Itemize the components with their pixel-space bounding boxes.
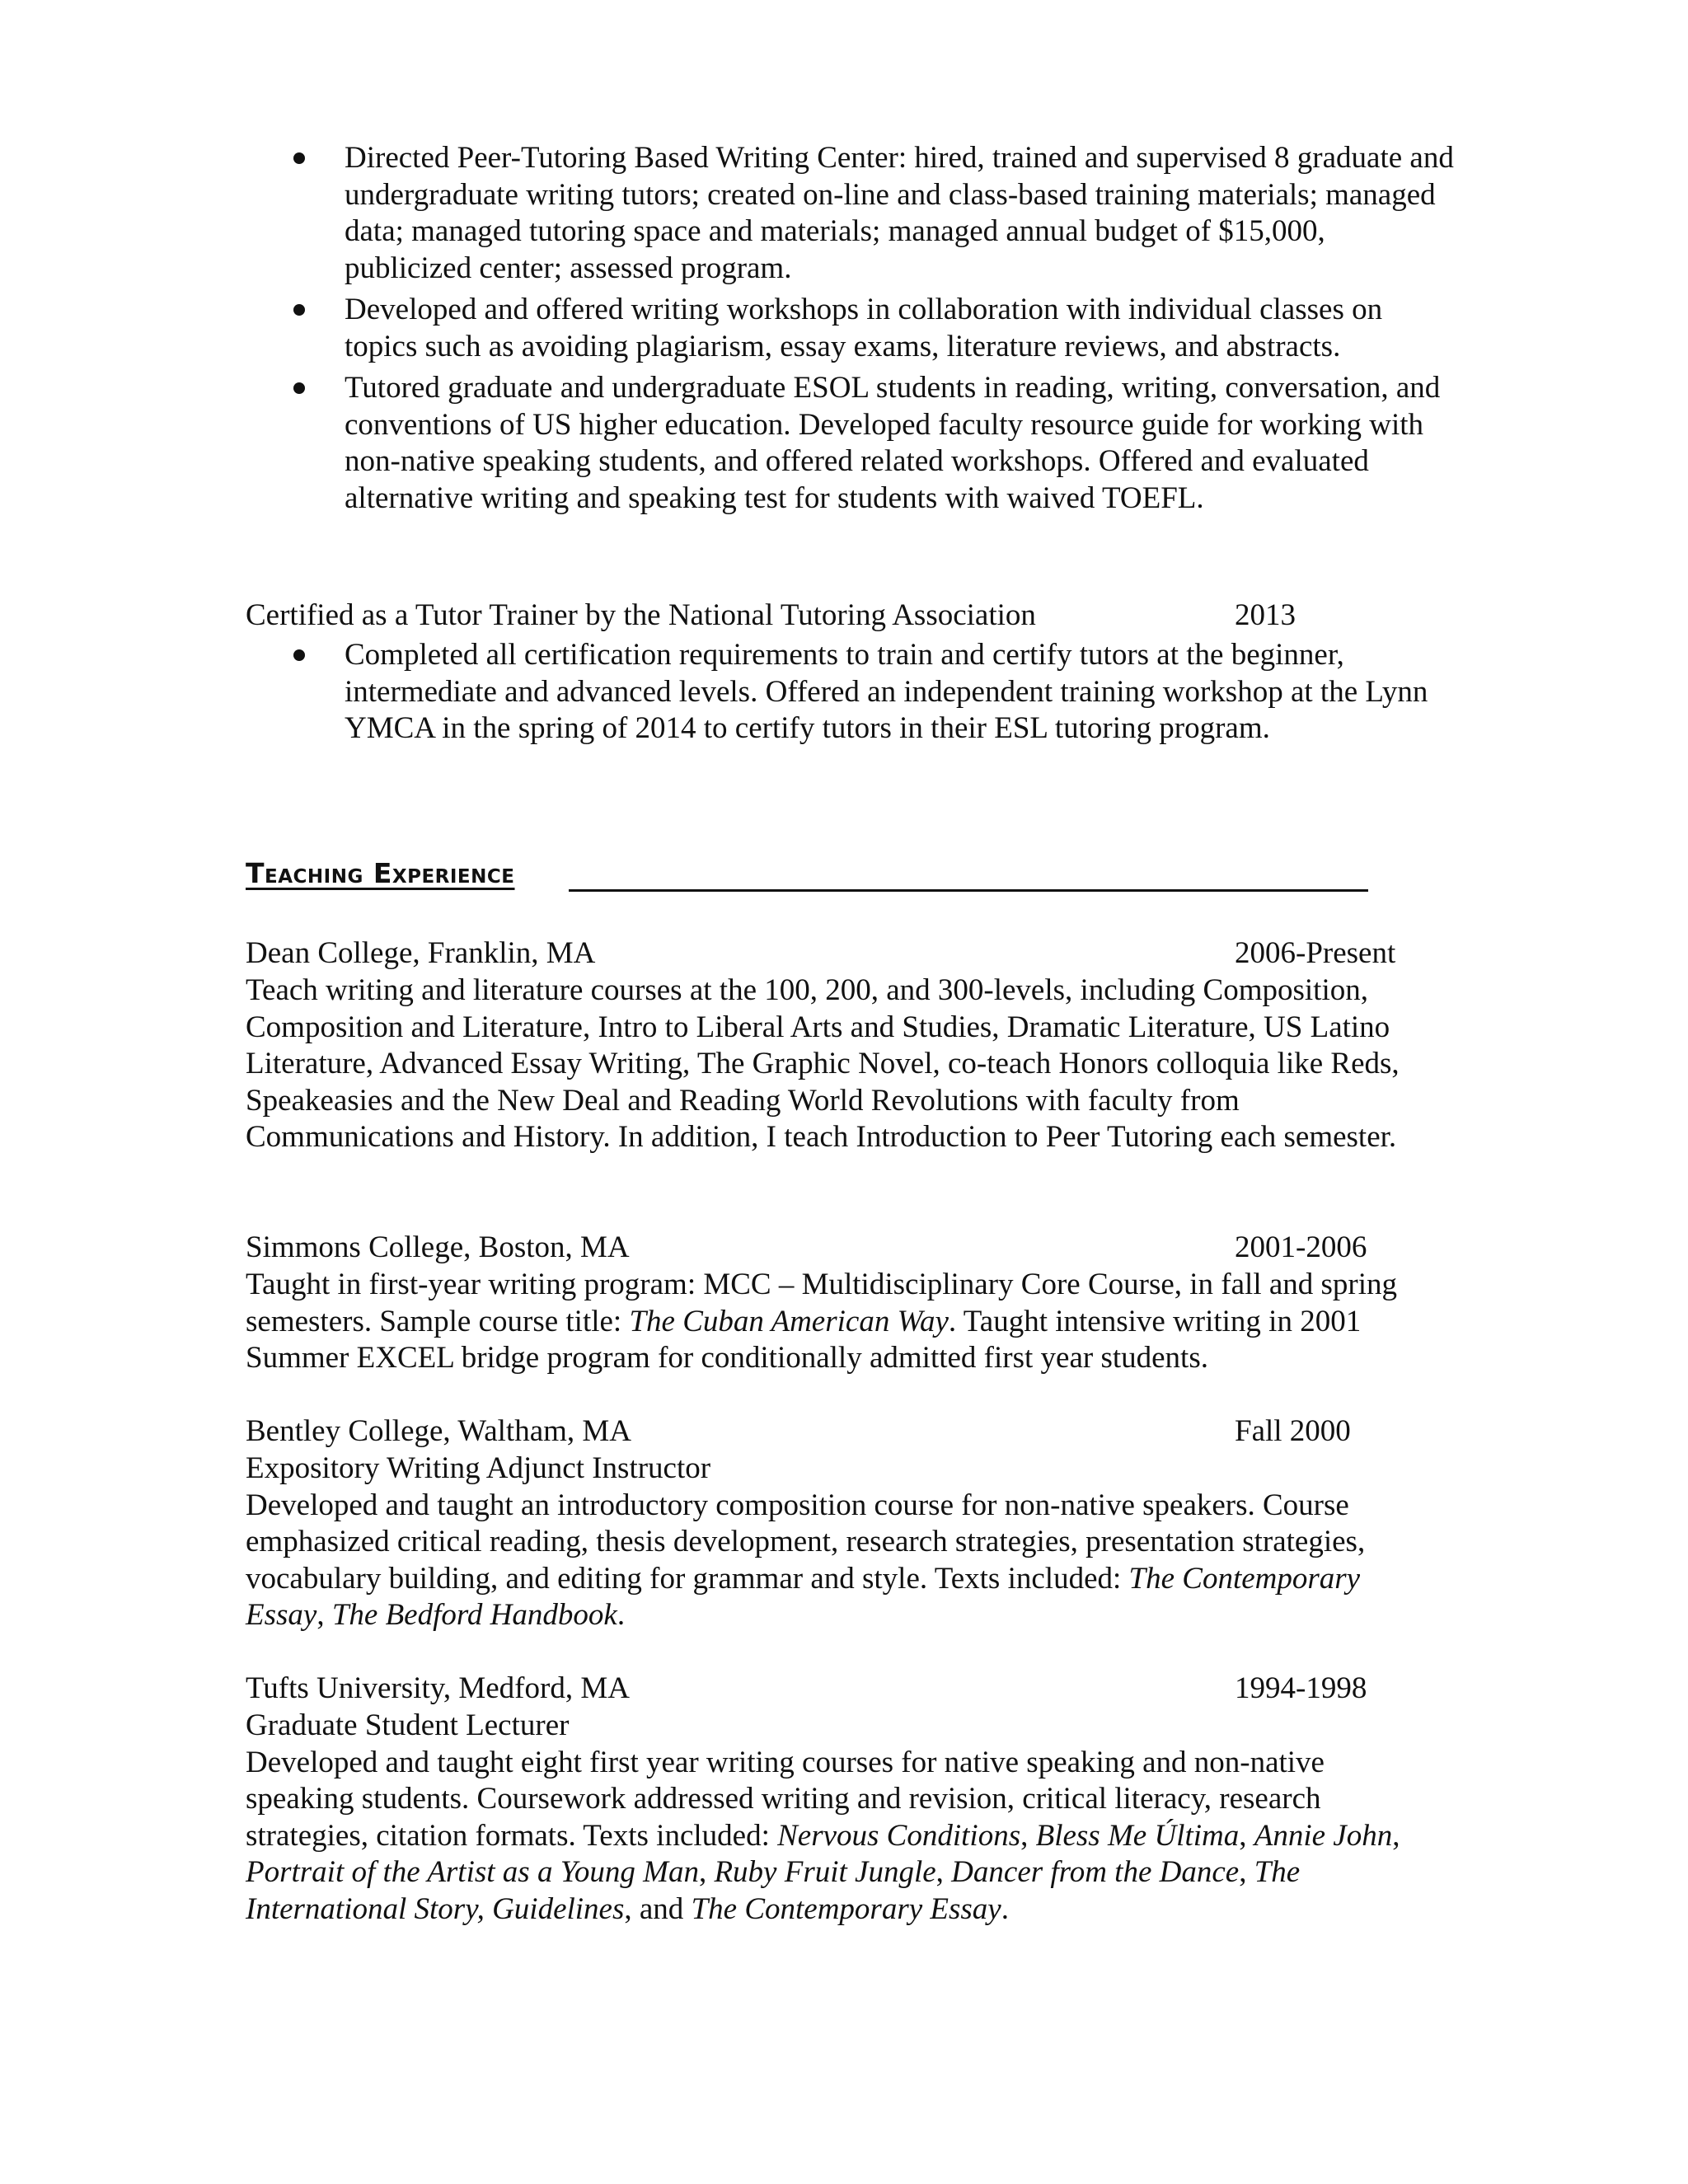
section-rule xyxy=(569,889,1368,892)
text: Developed and taught eight first year writing courses for native speaking and non-native speaking students. Coursework addressed writing and revision, critical literacy, research strategies, citation formats. Texts included: xyxy=(246,1745,1325,1853)
separator: , xyxy=(935,1855,952,1889)
institution: Tufts University, Medford, MA xyxy=(246,1671,630,1705)
separator: , xyxy=(1392,1818,1400,1853)
bullet-icon xyxy=(293,649,305,661)
book-title: Bless Me Última xyxy=(1035,1818,1240,1853)
bentley-header xyxy=(246,1413,1482,1451)
separator: , xyxy=(1020,1818,1036,1853)
book-title: The International Story, Guidelines xyxy=(246,1855,1301,1926)
section-title: Teaching Experience xyxy=(246,857,515,889)
bullet-text: Directed Peer-Tutoring Based Writing Center: hired, trained and supervised 8 graduate and undergraduate writing tutors; created on-line and class-based training materials; managed data; managed tutoring space and materials; managed annual budget of $15,000, publicized center; assessed program. xyxy=(345,141,1454,285)
teaching-experience-heading xyxy=(246,855,1368,897)
bullet-text: Developed and offered writing workshops in collaboration with individual classes on topics such as avoiding plagiarism, essay exams, literature reviews, and abstracts. xyxy=(345,293,1383,363)
dates: 2001-2006 xyxy=(1235,1230,1367,1264)
book-title: Nervous Conditions xyxy=(777,1818,1021,1853)
text: . xyxy=(1001,1891,1009,1926)
separator: , xyxy=(1239,1855,1254,1889)
tufts-header xyxy=(246,1671,1482,1708)
text: Developed and taught an introductory composition course for non-native speakers. Course emphasized critical reading, thesis development, research strategies, presentation strategies, vocabulary building, and editing for grammar and style. Texts included: xyxy=(246,1488,1366,1596)
writing-center-bullets xyxy=(246,140,1457,522)
description-text xyxy=(246,1488,1432,1634)
tufts-description xyxy=(246,1708,1432,1928)
text: . xyxy=(617,1598,626,1632)
bullet-icon xyxy=(293,152,305,164)
dates: 1994-1998 xyxy=(1235,1671,1367,1705)
bullet-list xyxy=(246,140,1457,517)
description-text xyxy=(246,1267,1432,1377)
book-title: The Contemporary Essay xyxy=(691,1891,1001,1926)
book-title: Portrait of the Artist as a Young Man xyxy=(246,1855,699,1889)
bullet-list xyxy=(246,637,1457,748)
role: Graduate Student Lecturer xyxy=(246,1708,570,1742)
bullet-icon xyxy=(293,382,305,394)
description-text: Teach writing and literature courses at the 100, 200, and 300-levels, including Composition, Composition and Literature, Intro to Liberal Arts and Studies, Dramatic Literature, US Latino Literature, Advanced Essay Writing, The Graphic Novel, co-teach Honors colloquia like Reds, Speakeasies and the New Deal and Reading World Revolutions with faculty from Communications and History. In addition, I teach Introduction to Peer Tutoring each semester. xyxy=(246,973,1400,1154)
certification-year: 2013 xyxy=(1235,598,1296,632)
institution: Bentley College, Waltham, MA xyxy=(246,1414,632,1448)
dates: Fall 2000 xyxy=(1235,1414,1351,1448)
list-item xyxy=(246,370,1457,517)
bullet-text: Completed all certification requirements to train and certify tutors at the beginner, intermediate and advanced levels. Offered an independent training workshop at the Lynn YMCA in the spring of 2014 to certify tutors in their ESL tutoring program. xyxy=(345,638,1428,745)
separator: , xyxy=(316,1598,332,1632)
simmons-description xyxy=(246,1267,1432,1377)
separator: , and xyxy=(624,1891,692,1926)
separator: , xyxy=(1239,1818,1254,1853)
simmons-header xyxy=(246,1230,1482,1267)
book-title: Ruby Fruit Jungle xyxy=(714,1855,936,1889)
certification-row xyxy=(246,598,1482,635)
list-item xyxy=(246,140,1457,287)
separator: , xyxy=(698,1855,715,1889)
bullet-icon xyxy=(293,304,305,316)
bentley-description xyxy=(246,1451,1432,1634)
book-title: Annie John xyxy=(1254,1818,1393,1853)
course-title: The Cuban American Way xyxy=(629,1304,949,1338)
bullet-text: Tutored graduate and undergraduate ESOL students in reading, writing, conversation, and conventions of US higher education. Developed faculty resource guide for working with non-native speaking students, and offered related workshops. Offered and evaluated alternative writing and speaking test for students with waived TOEFL. xyxy=(345,371,1441,515)
dean-description xyxy=(246,972,1432,1156)
dates: 2006-Present xyxy=(1235,936,1396,970)
institution: Simmons College, Boston, MA xyxy=(246,1230,630,1264)
list-item xyxy=(246,292,1457,365)
description-text xyxy=(246,1745,1432,1929)
role: Expository Writing Adjunct Instructor xyxy=(246,1451,711,1485)
book-title: The Contemporary Essay xyxy=(246,1561,1361,1632)
text: Taught in first-year writing program: MCC – Multidisciplinary Core Course, in fall and spring semesters. Sample course title: xyxy=(246,1268,1398,1338)
certification-title: Certified as a Tutor Trainer by the National Tutoring Association xyxy=(246,598,1036,632)
institution: Dean College, Franklin, MA xyxy=(246,936,596,970)
dean-header xyxy=(246,935,1482,972)
list-item xyxy=(246,637,1457,748)
book-title: Dancer from the Dance xyxy=(951,1855,1240,1889)
book-title: The Bedford Handbook xyxy=(331,1598,617,1632)
certification-bullets xyxy=(246,637,1457,752)
text: . Taught intensive writing in 2001 Summer EXCEL bridge program for conditionally admitted first year students. xyxy=(246,1304,1362,1375)
